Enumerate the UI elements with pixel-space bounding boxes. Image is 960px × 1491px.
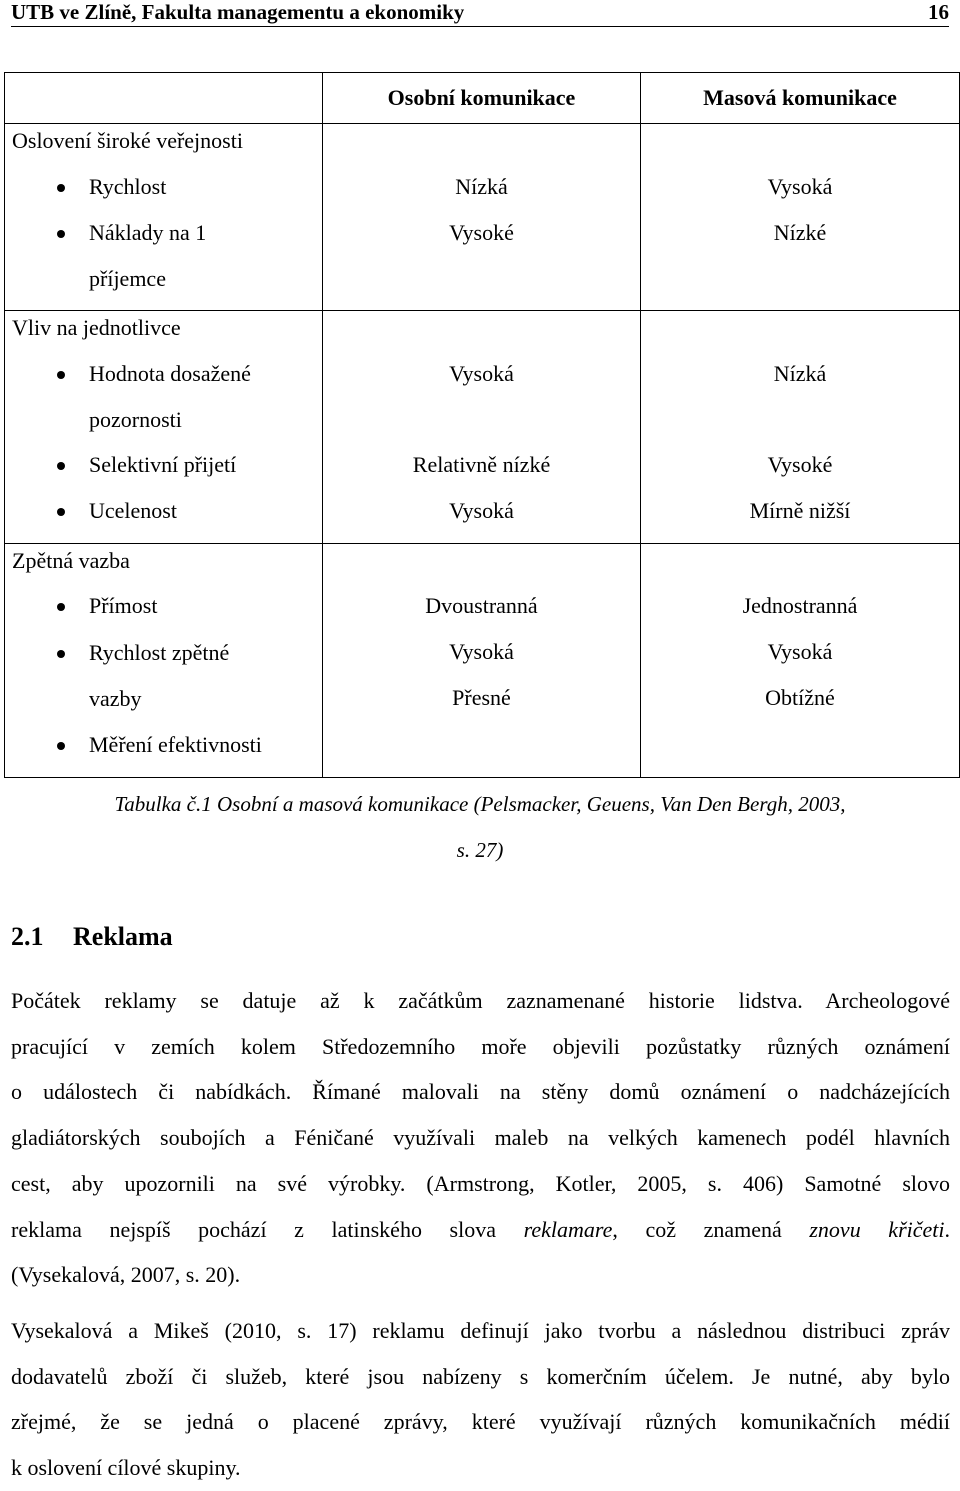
criterion-label-cont: pozornosti <box>89 406 182 432</box>
mass-value: Nízká <box>773 360 827 386</box>
personal-value: Vysoká <box>449 360 514 386</box>
mass-cell <box>641 124 960 311</box>
text-run: . <box>944 1216 950 1242</box>
paragraph-line: zřejmé, že se jedná o placené zprávy, které využívají různých komunikačních médií <box>11 1409 950 1435</box>
section-heading <box>11 922 173 952</box>
criterion-label: Ucelenost <box>89 497 177 523</box>
mass-value: Vysoká <box>767 174 833 200</box>
mass-value: Mírně nižší <box>749 497 851 523</box>
paragraph-1 <box>11 978 950 1298</box>
criterion-label-cont: příjemce <box>89 266 166 292</box>
paragraph-line: gladiátorských soubojích a Féničané využívali maleb na velkých kamenech podél hlavních <box>11 1125 950 1151</box>
paragraph-line: k oslovení cílové skupiny. <box>11 1455 241 1481</box>
personal-cell <box>323 124 641 311</box>
paragraph-line: pracující v zemích kolem Středozemního moře objevili pozůstatky různých oznámení <box>11 1033 950 1059</box>
personal-value: Nízká <box>455 174 508 200</box>
page-number: 16 <box>928 0 949 24</box>
mass-cell <box>641 544 960 778</box>
mass-value: Jednostranná <box>742 593 858 619</box>
header-cell-empty <box>5 73 323 124</box>
paragraph-line: dodavatelů zboží či služeb, které jsou nabízeny s komerčním účelem. Je nutné, aby bylo <box>11 1363 950 1389</box>
paragraph-line: cest, aby upozornili na své výrobky. (Armstrong, Kotler, 2005, s. 406) Samotné slovo <box>11 1170 950 1196</box>
table-row-group-1 <box>5 124 960 311</box>
personal-value: Relativně nízké <box>412 451 551 477</box>
table-header-row <box>5 73 960 124</box>
criterion-label-cont: vazby <box>89 686 142 712</box>
paragraph-line <box>11 1207 950 1253</box>
table-caption-cont: s. 27) <box>456 838 504 862</box>
criteria-cell <box>5 124 323 311</box>
bullet-icon <box>57 462 65 470</box>
mass-value: Vysoká <box>767 639 833 665</box>
personal-value: Vysoká <box>449 497 514 523</box>
criteria-cell <box>5 310 323 544</box>
header-mass: Masová komunikace <box>641 73 960 124</box>
paragraph-line: o událostech či nabídkách. Římané malovali na stěny domů oznámení o nadcházejících <box>11 1079 950 1105</box>
bullet-icon <box>57 603 65 611</box>
criterion-label: Selektivní přijetí <box>89 451 237 477</box>
bullet-icon <box>57 742 65 750</box>
comparison-table <box>4 72 960 778</box>
group-label: Vliv na jednotlivce <box>12 314 181 340</box>
criterion-label: Přímost <box>89 593 158 619</box>
table-row-group-2 <box>5 310 960 544</box>
table-row-group-3 <box>5 544 960 778</box>
meaning-term: znovu křičeti <box>809 1216 945 1242</box>
criterion-label: Rychlost <box>89 174 167 200</box>
criterion-label: Hodnota dosažené <box>89 360 251 386</box>
personal-value: Vysoké <box>449 220 514 246</box>
text-run: , což znamená <box>612 1216 810 1242</box>
running-header <box>11 0 949 27</box>
personal-cell <box>323 310 641 544</box>
mass-value: Vysoké <box>767 451 833 477</box>
group-label: Zpětná vazba <box>12 548 130 574</box>
running-header-title: UTB ve Zlíně, Fakulta managementu a ekonomiky <box>11 0 465 24</box>
bullet-icon <box>57 508 65 516</box>
table-caption: Tabulka č.1 Osobní a masová komunikace (Pelsmacker, Geuens, Van Den Bergh, 2003, <box>114 792 846 816</box>
paragraph-line: Počátek reklamy se datuje až k začátkům zaznamenané historie lidstva. Archeologové <box>11 988 950 1013</box>
bullet-icon <box>57 184 65 192</box>
section-number: 2.1 <box>11 922 44 951</box>
personal-cell <box>323 544 641 778</box>
bullet-icon <box>57 371 65 379</box>
header-personal: Osobní komunikace <box>323 73 641 124</box>
section-title: Reklama <box>73 922 173 951</box>
bullet-icon <box>57 650 65 658</box>
mass-value: Nízké <box>773 220 827 246</box>
personal-value: Přesné <box>452 685 511 711</box>
mass-value: Obtížné <box>765 685 835 711</box>
criterion-label: Měření efektivnosti <box>89 732 262 758</box>
personal-value: Dvoustranná <box>425 593 538 619</box>
bullet-icon <box>57 230 65 238</box>
criterion-label: Rychlost zpětné <box>89 640 230 666</box>
criterion-label: Náklady na 1 <box>89 220 207 246</box>
latin-term: reklamare <box>523 1216 613 1242</box>
mass-cell <box>641 310 960 544</box>
paragraph-line: (Vysekalová, 2007, s. 20). <box>11 1262 241 1288</box>
criteria-cell <box>5 544 323 778</box>
paragraph-2 <box>11 1308 950 1491</box>
group-label: Oslovení široké veřejnosti <box>12 128 243 154</box>
personal-value: Vysoká <box>449 639 514 665</box>
paragraph-line: Vysekalová a Mikeš (2010, s. 17) reklamu definují jako tvorbu a následnou distribuci zpráv <box>11 1318 950 1343</box>
text-run: reklama nejspíš pochází z latinského slova <box>11 1216 524 1242</box>
